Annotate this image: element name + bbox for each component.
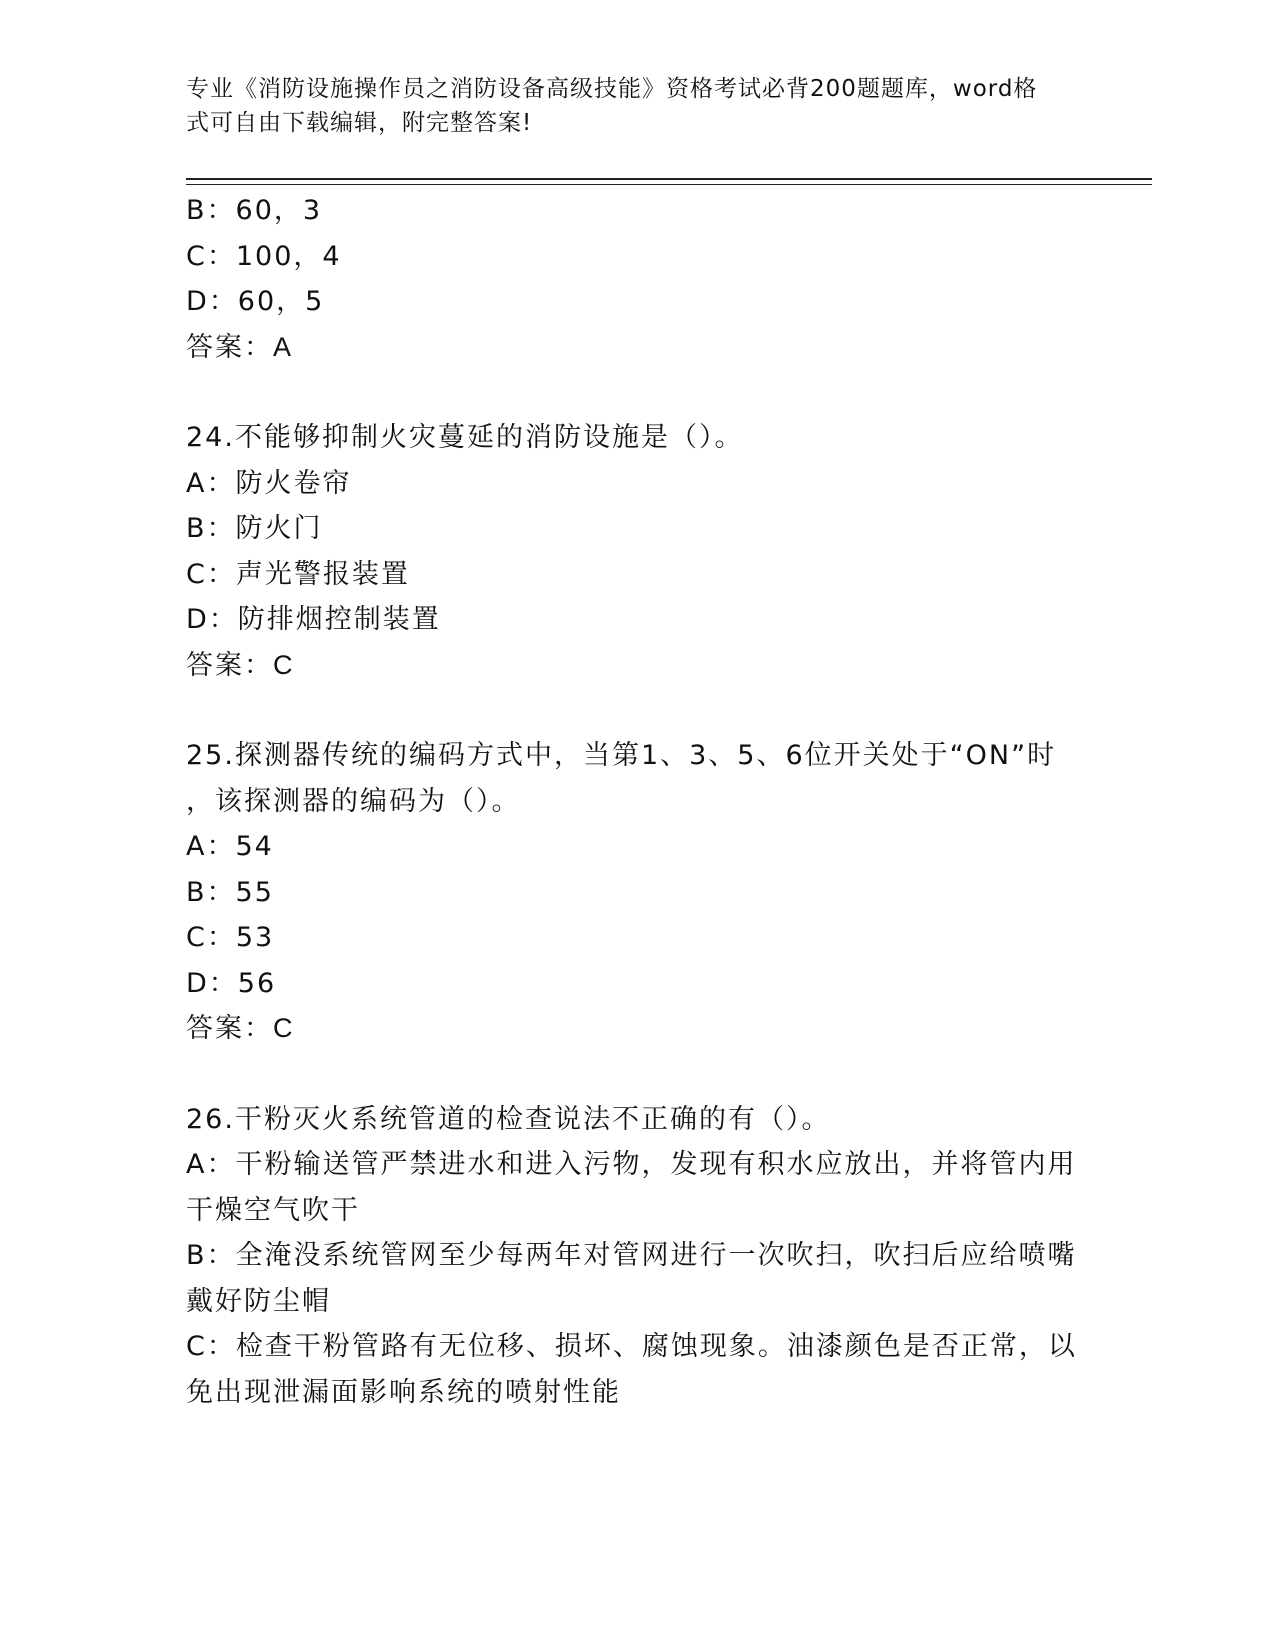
question-title-line-1: 25.探测器传统的编码方式中，当第1、3、5、6位开关处于“ON”时 <box>186 740 1057 771</box>
option-a: A：防火卷帘 <box>186 467 352 499</box>
option-b-line-2: 戴好防尘帽 <box>186 1285 331 1317</box>
option-c: C：100，4 <box>186 240 342 272</box>
option-b: B：60，3 <box>186 195 323 226</box>
question-title: 24.不能够抑制火灾蔓延的消防设施是（）。 <box>186 422 744 453</box>
header-line-1: 专业《消防设施操作员之消防设备高级技能》资格考试必背200题题库，word格 <box>186 76 1038 102</box>
question-23-continued <box>186 188 1086 370</box>
header-line-2: 式可自由下载编辑，附完整答案! <box>186 110 533 136</box>
question-25 <box>186 733 1086 1052</box>
option-a-line-1: A：干粉输送管严禁进水和进入污物，发现有积水应放出，并将管内用 <box>186 1149 1077 1180</box>
question-26 <box>186 1097 1086 1416</box>
option-a-line-2: 干燥空气吹干 <box>186 1194 360 1226</box>
option-c: C：53 <box>186 922 275 953</box>
option-c-line-1: C：检查干粉管路有无位移、损坏、腐蚀现象。油漆颜色是否正常，以 <box>186 1331 1077 1362</box>
answer: 答案：C <box>186 649 295 680</box>
option-a: A：54 <box>186 831 274 862</box>
option-c: C：声光警报装置 <box>186 558 410 590</box>
option-b: B：防火门 <box>186 513 323 544</box>
header-divider-thin <box>186 184 1152 185</box>
option-c-line-2: 免出现泄漏面影响系统的喷射性能 <box>186 1376 621 1408</box>
option-d: D：60，5 <box>186 286 325 317</box>
option-d: D：防排烟控制装置 <box>186 604 441 635</box>
question-24 <box>186 415 1086 688</box>
answer: 答案：C <box>186 1013 295 1043</box>
question-title-line-2: ，该探测器的编码为（）。 <box>186 785 521 817</box>
document-body <box>186 188 1086 1415</box>
option-b-line-1: B：全淹没系统管网至少每两年对管网进行一次吹扫，吹扫后应给喷嘴 <box>186 1240 1077 1271</box>
document-header <box>186 72 1066 140</box>
option-d: D：56 <box>186 967 277 999</box>
option-b: B：55 <box>186 876 274 908</box>
header-divider <box>186 178 1152 180</box>
question-title: 26.干粉灭火系统管道的检查说法不正确的有（）。 <box>186 1103 831 1135</box>
answer: 答案：A <box>186 331 294 362</box>
